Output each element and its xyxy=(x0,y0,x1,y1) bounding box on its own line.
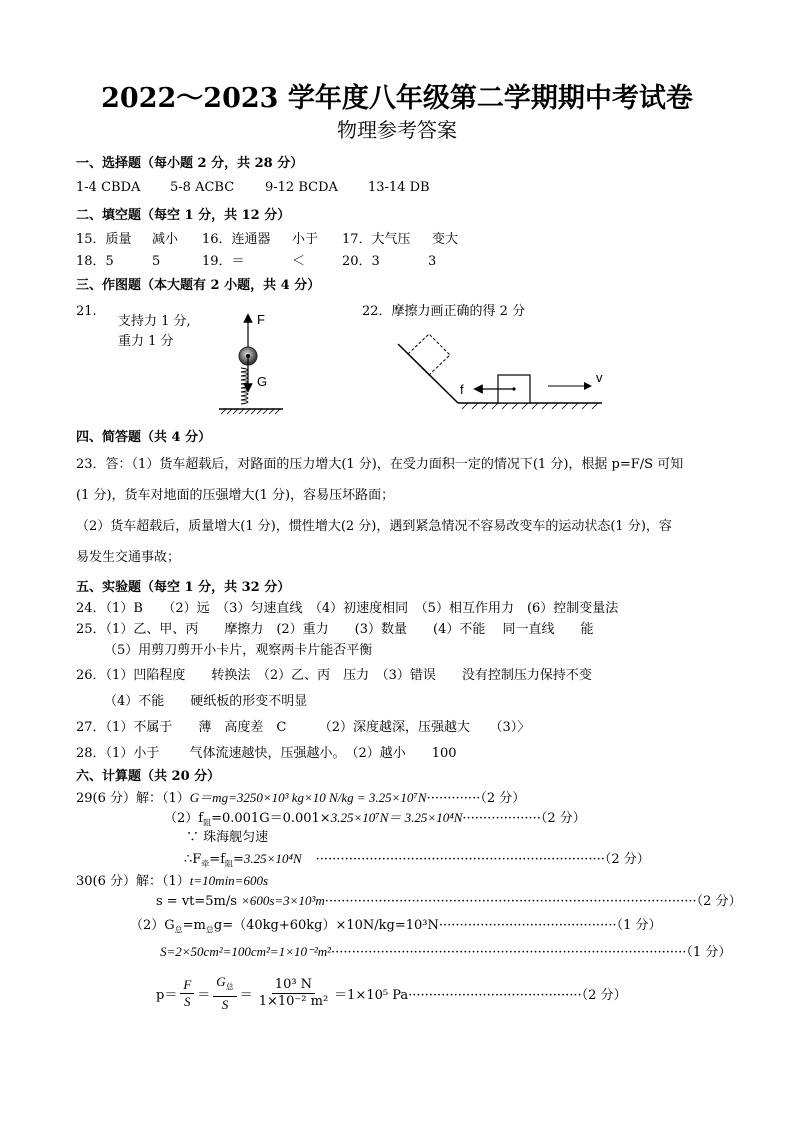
spring xyxy=(241,368,248,404)
q23-line-4: 易发生交通事故； xyxy=(76,550,181,565)
label-F: F xyxy=(257,312,265,327)
answer-16a: 16．连通器 xyxy=(202,232,271,247)
q29-step-1: 29(6 分）解：（1）G＝mg=3250×10³ kg×10 N/kg = 3.25×10⁷N·············（2 分） xyxy=(76,790,526,806)
q26-answers-cont: （4）不能 硬纸板的形变不明显 xyxy=(104,694,308,709)
label-v: v xyxy=(596,370,603,385)
fraction-value: $\frac{\text{10³ N}}{\text{1×10⁻² m²}}$ xyxy=(258,976,329,1009)
q30-step-4: S=2×50cm²=100cm²=1×10⁻²m²······················································································（1 分） xyxy=(160,944,732,960)
answer-13-14: 13-14 DB xyxy=(368,180,430,195)
q22-diagram xyxy=(392,330,610,412)
answer-15b: 减小 xyxy=(152,232,179,247)
answer-18a: 18．5 xyxy=(76,254,114,269)
q30-pressure-formula: p＝ $\frac{F}{S}$ ＝ $\frac{G_总}{S}$ ＝ $\frac{\text{10³ N}}{\text{1×10⁻² m²}}$ ＝1×10⁵ Pa ··········································（2 分） xyxy=(156,974,627,1012)
answer-19a: 19．＝ xyxy=(202,254,245,269)
q26-answers: 26．（1）凹陷程度 转换法 （2）乙、丙 压力 （3）错误 没有控制压力保持不变 xyxy=(76,668,592,683)
fraction-F-over-S: $\frac{F}{S}$ xyxy=(180,977,194,1010)
section-4-heading: 四、简答题（共 4 分） xyxy=(76,430,212,445)
label-f: f xyxy=(460,382,464,397)
section-1-heading: 一、选择题（每小题 2 分，共 28 分） xyxy=(76,156,304,171)
q22-note: 22．摩擦力画正确的得 2 分 xyxy=(362,304,526,319)
q29-step-2: $(2)f_阻=0.001G=0.001\times 3.25\times 10^7N= 3.25\times 10^4N\cdot\cdot\cdot\cdot\cdot\cdot\cdot\cdot\cdot\cdot\cdot\cdot\cdot\cdot\cdot\cdot\cdot\cdot\cdot(2$ 分） xyxy=(164,810,586,828)
q21-note-support: 支持力 1 分, xyxy=(118,314,191,329)
q23-line-1: 23．答：（1）货车超载后，对路面的压力增大(1 分)，在受力面积一定的情况下(1 分)，根据 p=F/S 可知 xyxy=(76,457,684,472)
answer-17a: 17．大气压 xyxy=(342,232,411,247)
answer-18b: 5 xyxy=(152,254,161,269)
answer-1-4: 1-4 CBDA xyxy=(76,180,141,195)
q30-step-2: s = vt=5m/s ×600s=3×10³m··························································································（2 分） xyxy=(156,893,742,909)
q23-line-2: (1 分)，货车对地面的压强增大(1 分)，容易压坏路面； xyxy=(76,488,395,503)
q24-answers: 24．（1）B （2）远 （3）匀速直线 （4）初速度相同 （5）相互作用力 (6）控制变量法 xyxy=(76,601,619,616)
dashed-block-on-incline xyxy=(408,334,450,375)
q29-step-3: ∵ 珠海舰匀速 xyxy=(186,830,269,845)
label-G: G xyxy=(257,374,268,389)
fraction-G-over-S: $\frac{G_总}{S}$ xyxy=(213,974,236,1013)
section-6-heading: 六、计算题（共 20 分） xyxy=(76,769,221,784)
q30-step-1: 30(6 分）解：（1）t=10min=600s xyxy=(76,873,269,889)
q25-answers: 25．（1）乙、甲、丙 摩擦力 (2）重力 (3）数量 (4）不能 同一直线 能 xyxy=(76,622,594,637)
q25-answers-cont: （5）用剪刀剪开小卡片，观察两卡片能否平衡 xyxy=(104,643,373,658)
q30-step-3: $(2)G_总=m_总g=(40kg+60kg)\times 10N/kg=10^3N\cdot\cdot\cdot\cdot\cdot\cdot\cdot\cdot\cdot\cdot\cdot\cdot\cdot\cdot\cdot\cdot\cdot\cdot\cdot\cdot\cdot\cdot\cdot\cdot\cdot\cdot\cdot\cdot\cdot\cdot\cdot\cdot\cdot\cdot\cdot\cdot\cdot\cdot\cdot\cdot\cdot\cdot\cdot(1$ 分） xyxy=(130,918,662,935)
answer-20a: 20．3 xyxy=(342,254,380,269)
q23-line-3: （2）货车超载后，质量增大(1 分)，惯性增大(2 分)，遇到紧急情况不容易改变车的运动状态(1 分)，容 xyxy=(76,519,672,534)
section-3-heading: 三、作图题（本大题有 2 小题，共 4 分） xyxy=(76,278,321,293)
exam-title: 2022～2023 学年度八年级第二学期期中考试卷 xyxy=(101,83,693,114)
section-5-heading: 五、实验题（每空 1 分，共 32 分） xyxy=(76,580,291,595)
answer-17b: 变大 xyxy=(432,232,459,247)
q21-number: 21. xyxy=(76,304,97,319)
q27-answers: 27．（1）不属于 薄 高度差 C （2）深度越深，压强越大 （3）〉 xyxy=(76,720,531,735)
answer-5-8: 5-8 ACBC xyxy=(170,180,235,195)
q29-step-4: $\therefore F_牵=f_阻=3.25\times 10^4N \cdot\cdot\cdot\cdot\cdot\cdot\cdot\cdot\cdot\cdot\cdot\cdot\cdot\cdot\cdot\cdot\cdot\cdot\cdot\cdot\cdot\cdot\cdot\cdot\cdot\cdot\cdot\cdot\cdot\cdot\cdot\cdot\cdot\cdot\cdot\cdot\cdot\cdot\cdot\cdot\cdot\cdot\cdot\cdot\cdot\cdot\cdot\cdot\cdot\cdot\cdot\cdot\cdot\cdot\cdot\cdot\cdot\cdot\cdot\cdot\cdot\cdot\cdot\cdot\cdot\cdot\cdot\cdot\cdot\cdot(2$ 分） xyxy=(184,851,650,869)
section-2-heading: 二、填空题（每空 1 分，共 12 分） xyxy=(76,208,291,223)
incline-surface xyxy=(398,344,458,403)
q21-note-gravity: 重力 1 分 xyxy=(118,334,174,349)
answer-20b: 3 xyxy=(428,254,437,269)
answer-9-12: 9-12 BCDA xyxy=(265,180,338,195)
exam-subtitle: 物理参考答案 xyxy=(337,118,457,142)
answer-19b: ＜ xyxy=(292,254,306,269)
q21-diagram xyxy=(205,306,295,418)
q28-answers: 28．（1）小于 气体流速越快，压强越小。 （2）越小 100 xyxy=(76,746,457,761)
answer-16b: 小于 xyxy=(292,232,319,247)
answer-15a: 15．质量 xyxy=(76,232,132,247)
